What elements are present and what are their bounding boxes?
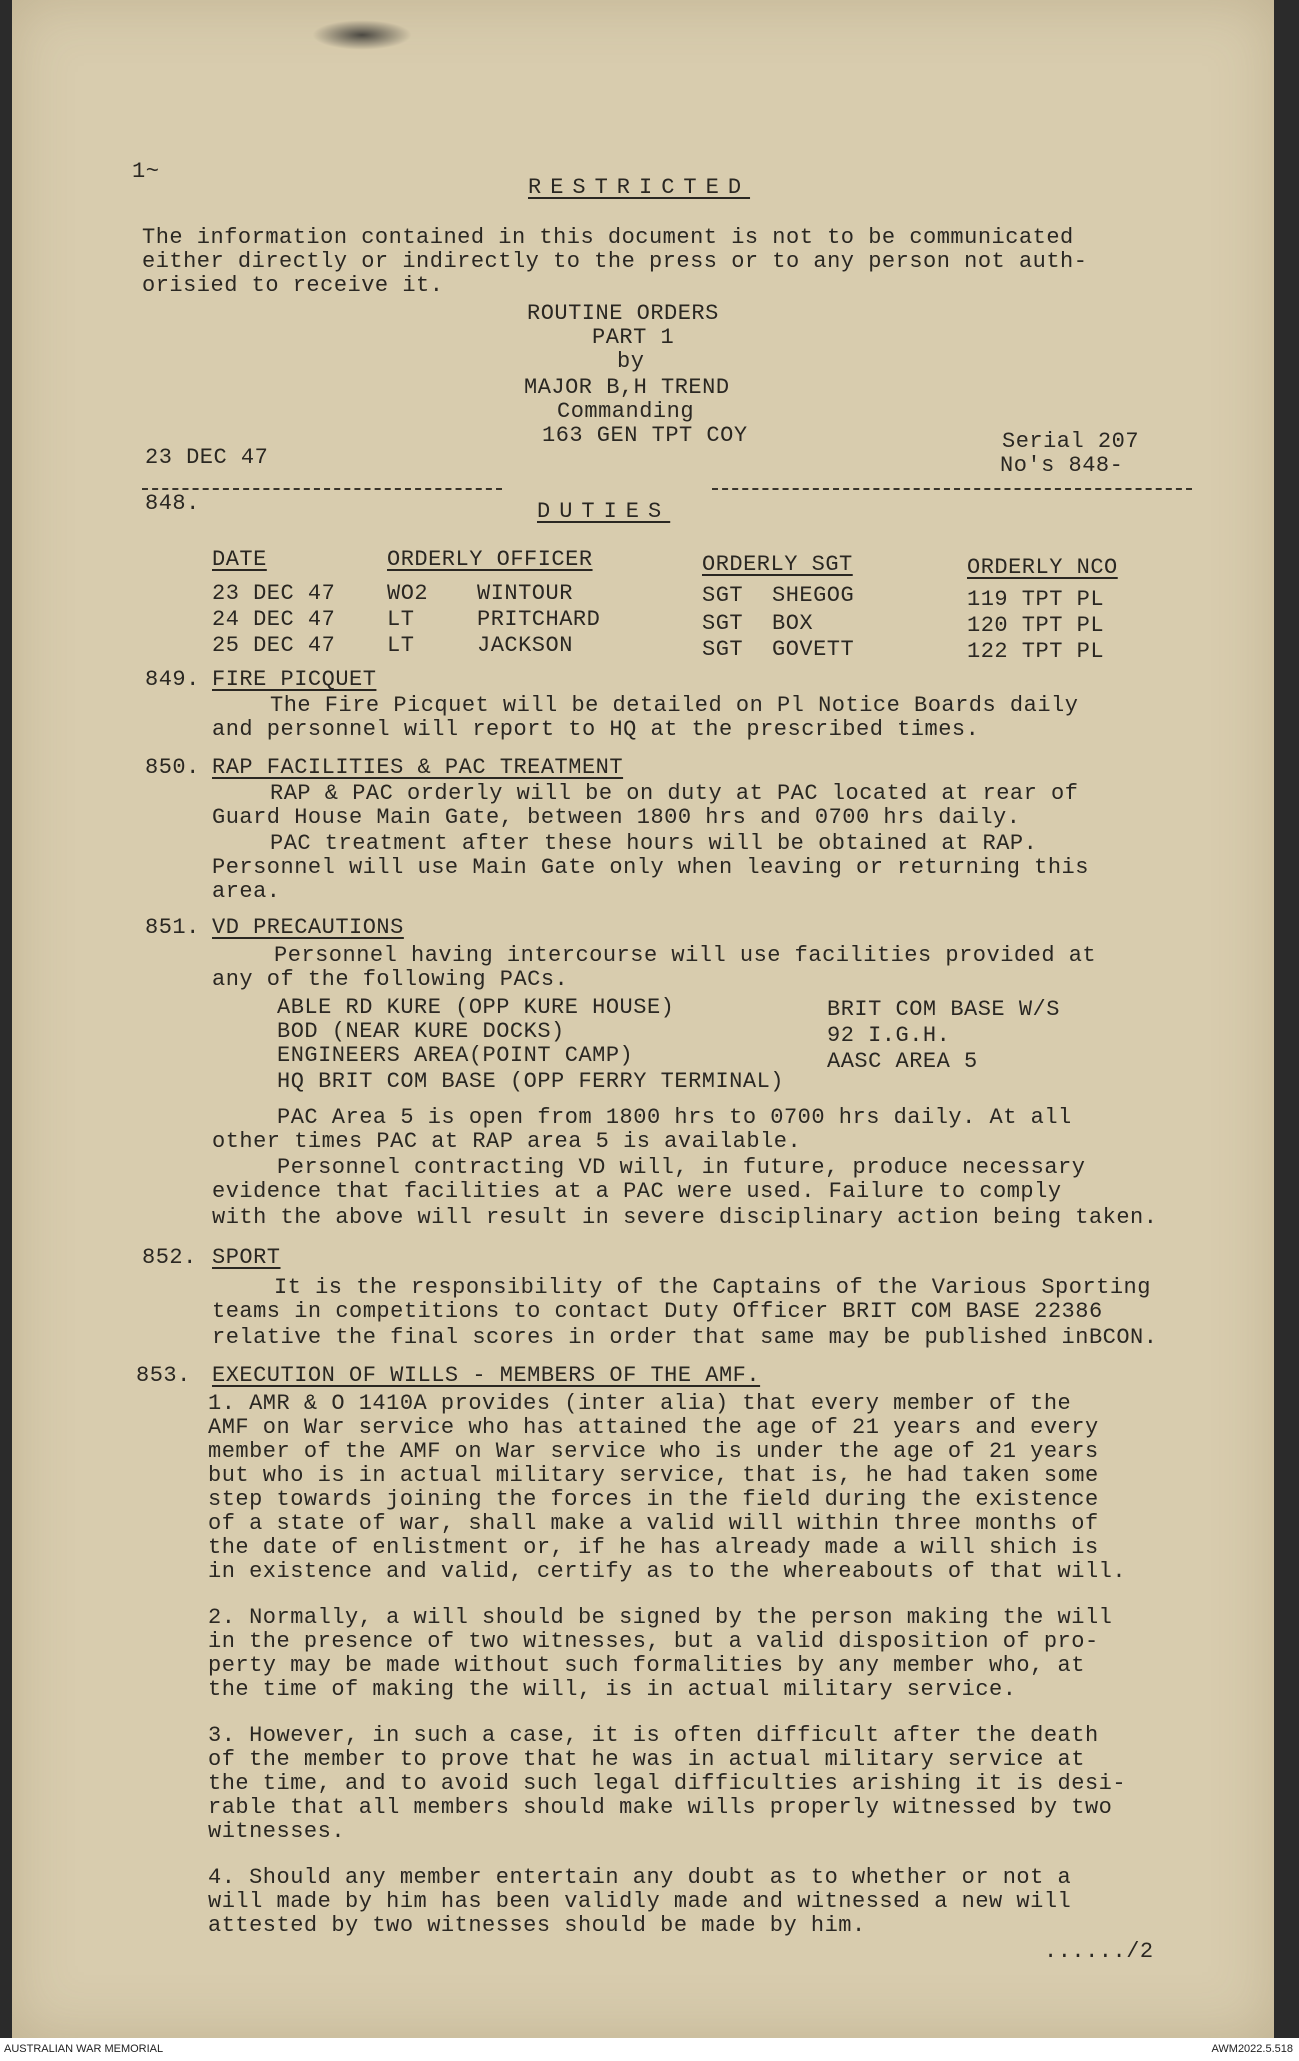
- body-line: the date of enlistment or, if he has already made a will shich is: [208, 1535, 1099, 1560]
- column-header: ORDERLY OFFICER: [387, 547, 593, 572]
- body-line: Personnel contracting VD will, in future, produce necessary: [277, 1155, 1086, 1180]
- body-line: in existence and valid, certify as to the whereabouts of that will.: [208, 1559, 1127, 1584]
- body-line: rable that all members should make wills properly witnessed by two: [208, 1795, 1113, 1820]
- body-line: other times PAC at RAP area 5 is available.: [212, 1129, 802, 1154]
- body-line: Personnel will use Main Gate only when leaving or returning this: [212, 855, 1089, 880]
- section-number: 848.: [145, 491, 200, 516]
- body-line: evidence that facilities at a PAC were used. Failure to comply: [212, 1179, 1062, 1204]
- divider: [712, 488, 1192, 490]
- section-number: 853.: [136, 1363, 191, 1388]
- row-sgt-rank: SGT: [702, 611, 744, 636]
- row-date: 23 DEC 47: [212, 581, 336, 606]
- pac-location: 92 I.G.H.: [827, 1023, 951, 1048]
- section-number: 852.: [142, 1245, 197, 1270]
- section-heading: RAP FACILITIES & PAC TREATMENT: [212, 755, 624, 780]
- body-line: but who is in actual military service, that is, he had taken some: [208, 1463, 1099, 1488]
- row-rank: LT: [387, 633, 415, 658]
- footer-reference: AWM2022.5.518: [1211, 2043, 1293, 2055]
- row-officer: WINTOUR: [477, 581, 573, 606]
- body-line: the time of making the will, is in actual military service.: [208, 1677, 1017, 1702]
- row-rank: LT: [387, 607, 415, 632]
- notice-line-2: either directly or indirectly to the press or to any person not auth-: [142, 249, 1088, 274]
- pac-location: ABLE RD KURE (OPP KURE HOUSE): [277, 995, 675, 1020]
- row-sgt: SHEGOG: [772, 583, 855, 608]
- body-line: will made by him has been validly made and witnessed a new will: [208, 1889, 1072, 1914]
- body-line: any of the following PACs.: [212, 967, 569, 992]
- body-line: Personnel having intercourse will use facilities provided at: [274, 943, 1097, 968]
- body-line: AMF on War service who has attained the age of 21 years and every: [208, 1415, 1099, 1440]
- section-number: 849.: [145, 667, 200, 692]
- notice-line-3: orisied to receive it.: [142, 273, 444, 298]
- document-page: [12, 0, 1274, 2038]
- pac-location: BOD (NEAR KURE DOCKS): [277, 1019, 565, 1044]
- body-line: witnesses.: [208, 1819, 346, 1844]
- body-line: PAC treatment after these hours will be obtained at RAP.: [270, 831, 1038, 856]
- body-line: relative the final scores in order that same may be published inBCON.: [212, 1325, 1158, 1350]
- body-line: in the presence of two witnesses, but a valid disposition of pro-: [208, 1629, 1099, 1654]
- body-line: with the above will result in severe disciplinary action being taken.: [212, 1205, 1158, 1230]
- section-heading: SPORT: [212, 1245, 281, 1270]
- notice-line-1: The information contained in this document is not to be communicated: [142, 225, 1074, 250]
- pac-location: AASC AREA 5: [827, 1049, 978, 1074]
- title-line: ROUTINE ORDERS: [527, 301, 719, 326]
- section-number: 851.: [145, 915, 200, 940]
- divider: [142, 488, 502, 490]
- body-line: perty may be made without such formalities by any member who, at: [208, 1653, 1085, 1678]
- title-line: Commanding: [557, 399, 695, 424]
- pac-location: BRIT COM BASE W/S: [827, 997, 1060, 1022]
- body-line: 2. Normally, a will should be signed by the person making the will: [208, 1605, 1113, 1630]
- body-line: area.: [212, 879, 281, 904]
- title-line: MAJOR B,H TREND: [524, 375, 730, 400]
- body-line: RAP & PAC orderly will be on duty at PAC located at rear of: [270, 781, 1079, 806]
- order-numbers: No's 848-: [1000, 453, 1124, 478]
- title-line: 163 GEN TPT COY: [542, 423, 748, 448]
- pac-location: ENGINEERS AREA(POINT CAMP): [277, 1043, 634, 1068]
- section-heading: EXECUTION OF WILLS - MEMBERS OF THE AMF.: [212, 1363, 761, 1388]
- body-line: Guard House Main Gate, between 1800 hrs and 0700 hrs daily.: [212, 805, 1021, 830]
- column-header: ORDERLY NCO: [967, 555, 1118, 580]
- section-heading: FIRE PICQUET: [212, 667, 377, 692]
- section-number: 850.: [145, 755, 200, 780]
- body-line: and personnel will report to HQ at the prescribed times.: [212, 717, 980, 742]
- footer-institution: AUSTRALIAN WAR MEMORIAL: [4, 2043, 164, 2055]
- row-nco: 119 TPT PL: [967, 587, 1105, 612]
- classification-heading: RESTRICTED: [528, 175, 751, 200]
- row-sgt-rank: SGT: [702, 583, 744, 608]
- body-line: the time, and to avoid such legal difficulties arishing it is desi-: [208, 1771, 1127, 1796]
- ink-blot: [312, 20, 412, 50]
- column-header: DATE: [212, 547, 267, 572]
- row-officer: PRITCHARD: [477, 607, 601, 632]
- body-line: 4. Should any member entertain any doubt as to whether or not a: [208, 1865, 1072, 1890]
- body-line: teams in competitions to contact Duty Officer BRIT COM BASE 22386: [212, 1299, 1103, 1324]
- body-line: It is the responsibility of the Captains of the Various Sporting: [274, 1275, 1151, 1300]
- row-sgt: BOX: [772, 611, 814, 636]
- title-line: by: [617, 349, 645, 374]
- page-mark: 1~: [132, 159, 160, 184]
- body-line: 1. AMR & O 1410A provides (inter alia) that every member of the: [208, 1391, 1072, 1416]
- section-heading: DUTIES: [537, 499, 671, 524]
- row-nco: 122 TPT PL: [967, 639, 1105, 664]
- row-date: 24 DEC 47: [212, 607, 336, 632]
- body-line: attested by two witnesses should be made by him.: [208, 1913, 866, 1938]
- body-line: PAC Area 5 is open from 1800 hrs to 0700 hrs daily. At all: [277, 1105, 1072, 1130]
- row-sgt-rank: SGT: [702, 637, 744, 662]
- body-line: member of the AMF on War service who is under the age of 21 years: [208, 1439, 1099, 1464]
- order-date: 23 DEC 47: [145, 445, 269, 470]
- serial-number: Serial 207: [1002, 429, 1140, 454]
- row-officer: JACKSON: [477, 633, 573, 658]
- row-nco: 120 TPT PL: [967, 613, 1105, 638]
- body-line: of a state of war, shall make a valid will within three months of: [208, 1511, 1099, 1536]
- body-line: 3. However, in such a case, it is often difficult after the death: [208, 1723, 1099, 1748]
- body-line: of the member to prove that he was in actual military service at: [208, 1747, 1085, 1772]
- continued-marker: ....../2: [1044, 1939, 1154, 1964]
- archive-footer: [0, 2038, 1299, 2061]
- row-rank: WO2: [387, 581, 429, 606]
- pac-location: HQ BRIT COM BASE (OPP FERRY TERMINAL): [277, 1069, 784, 1094]
- column-header: ORDERLY SGT: [702, 552, 853, 577]
- title-line: PART 1: [592, 325, 675, 350]
- row-sgt: GOVETT: [772, 637, 855, 662]
- section-heading: VD PRECAUTIONS: [212, 915, 404, 940]
- body-line: step towards joining the forces in the field during the existence: [208, 1487, 1099, 1512]
- row-date: 25 DEC 47: [212, 633, 336, 658]
- body-line: The Fire Picquet will be detailed on Pl Notice Boards daily: [270, 693, 1079, 718]
